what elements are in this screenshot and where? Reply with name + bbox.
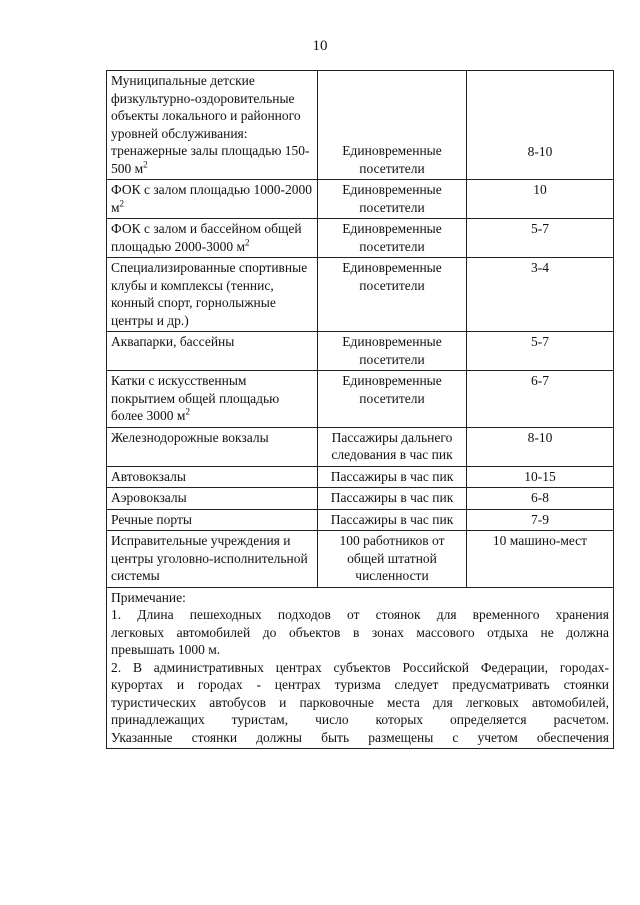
object-name-cell: [107, 466, 318, 488]
value-cell: [467, 427, 614, 466]
unit-cell: [318, 180, 467, 219]
object-name-cell: [107, 427, 318, 466]
unit-cell: [318, 371, 467, 428]
parking-norms-table: [106, 70, 614, 749]
superscript: 2: [245, 237, 250, 247]
parking-ratio: 10 машино-мест: [492, 533, 588, 548]
unit-text: Единовременные посетители: [342, 373, 442, 406]
superscript: 2: [143, 159, 148, 169]
object-name-cell: [107, 332, 318, 371]
unit-text: Единовременные посетители: [342, 334, 442, 367]
table-row: [107, 488, 614, 510]
parking-ratio: 6-8: [531, 490, 549, 505]
value-cell: [467, 488, 614, 510]
parking-ratio: 5-7: [531, 221, 549, 236]
note-line: легковых автомобилей до объектов в зонах массового отдыха не должна: [111, 624, 609, 640]
note-line: принадлежащих туристам, число которых определяется расчетом.: [111, 712, 609, 727]
notes-row: [107, 587, 614, 749]
unit-text: Единовременные посетители: [342, 221, 442, 254]
page-number: 10: [312, 38, 328, 54]
notes-cell: [107, 587, 614, 749]
unit-cell: [318, 488, 467, 510]
note-line: 1. Длина пешеходных подходов от стоянок для временного хранения: [111, 607, 609, 622]
unit-text: Пассажиры в час пик: [330, 468, 454, 484]
unit-cell: [318, 509, 467, 531]
unit-text: Единовременные посетители: [342, 143, 442, 176]
note-line: курортах и городах - центрах туризма следует предусматривать стоянки: [111, 677, 609, 692]
parking-ratio: 6-7: [531, 373, 549, 388]
unit-text: Пассажиры в час пик: [330, 490, 454, 505]
parking-ratio: 5-7: [531, 334, 549, 349]
value-cell: [467, 219, 614, 258]
object-name: Аквапарки, бассейны: [111, 334, 235, 349]
unit-cell: [318, 219, 467, 258]
value-cell: [467, 258, 614, 332]
parking-ratio: 3-4: [531, 260, 549, 275]
object-name: ФОК с залом и бассейном общей площадью 2000-3000 м: [111, 221, 302, 254]
object-name-cell: [107, 488, 318, 510]
parking-ratio: 7-9: [531, 511, 549, 527]
object-name: Исправительные учреждения и центры уголовно-исполнительной системы: [111, 533, 308, 583]
note-line: превышать 1000 м.: [111, 642, 221, 657]
unit-text: Пассажиры дальнего следования в час пик: [331, 429, 453, 462]
object-name-cell: [107, 531, 318, 588]
unit-cell: [318, 71, 467, 180]
table-row: [107, 219, 614, 258]
table-row: [107, 466, 614, 488]
object-name-cell: [107, 180, 318, 219]
parking-ratio: 10: [533, 182, 547, 197]
parking-ratio: 10-15: [524, 468, 556, 484]
unit-cell: [318, 466, 467, 488]
unit-text: 100 работников от общей штатной численности: [339, 533, 445, 583]
superscript: 2: [119, 198, 125, 208]
table-row: [107, 332, 614, 371]
object-name: Специализированные спортивные клубы и комплексы (теннис, конный спорт, горнолыжные центры и др.): [111, 260, 308, 328]
value-cell: [467, 180, 614, 219]
object-name: ФОК с залом площадью 1000-2000 м: [111, 182, 312, 215]
object-name-cell: [107, 71, 318, 180]
unit-text: Пассажиры в час пик: [330, 511, 454, 527]
table-row: [107, 371, 614, 428]
notes-title: Примечание:: [111, 589, 186, 605]
unit-text: Единовременные посетители: [342, 260, 442, 293]
object-name-cell: [107, 258, 318, 332]
value-cell: [467, 371, 614, 428]
value-cell: [467, 332, 614, 371]
unit-cell: [318, 427, 467, 466]
parking-ratio: 8-10: [527, 143, 553, 159]
value-cell: [467, 71, 614, 180]
value-cell: [467, 531, 614, 588]
object-name-cell: [107, 371, 318, 428]
table-row: [107, 531, 614, 588]
value-cell: [467, 466, 614, 488]
note-line: Указанные стоянки должны быть размещены с учетом обеспечения: [111, 729, 609, 745]
value-cell: [467, 509, 614, 531]
unit-text: Единовременные посетители: [342, 182, 442, 215]
object-name: Речные порты: [111, 511, 192, 527]
table-row: [107, 180, 614, 219]
table-row: [107, 258, 614, 332]
object-name: Автовокзалы: [111, 468, 186, 484]
unit-cell: [318, 531, 467, 588]
superscript: 2: [185, 406, 190, 417]
table-row: [107, 71, 614, 180]
unit-cell: [318, 258, 467, 332]
object-name: Железнодорожные вокзалы: [111, 429, 269, 445]
note-line: 2. В административных центрах субъектов Российской Федерации, городах-: [111, 659, 609, 675]
parking-ratio: 8-10: [527, 429, 553, 445]
object-name: Катки с искусственным покрытием общей площадью более 3000 м: [111, 373, 280, 423]
table-row: [107, 509, 614, 531]
note-line: туристических автобусов и парковочные места для легковых автомобилей,: [111, 694, 609, 710]
table-row: [107, 427, 614, 466]
object-name-cell: [107, 509, 318, 531]
unit-cell: [318, 332, 467, 371]
object-name: Аэровокзалы: [111, 490, 187, 505]
object-name: Муниципальные детские физкультурно-оздоровительные объекты локального и районного уровней обслуживания: тренажерные залы площадью 150-500 м: [111, 73, 310, 176]
object-name-cell: [107, 219, 318, 258]
